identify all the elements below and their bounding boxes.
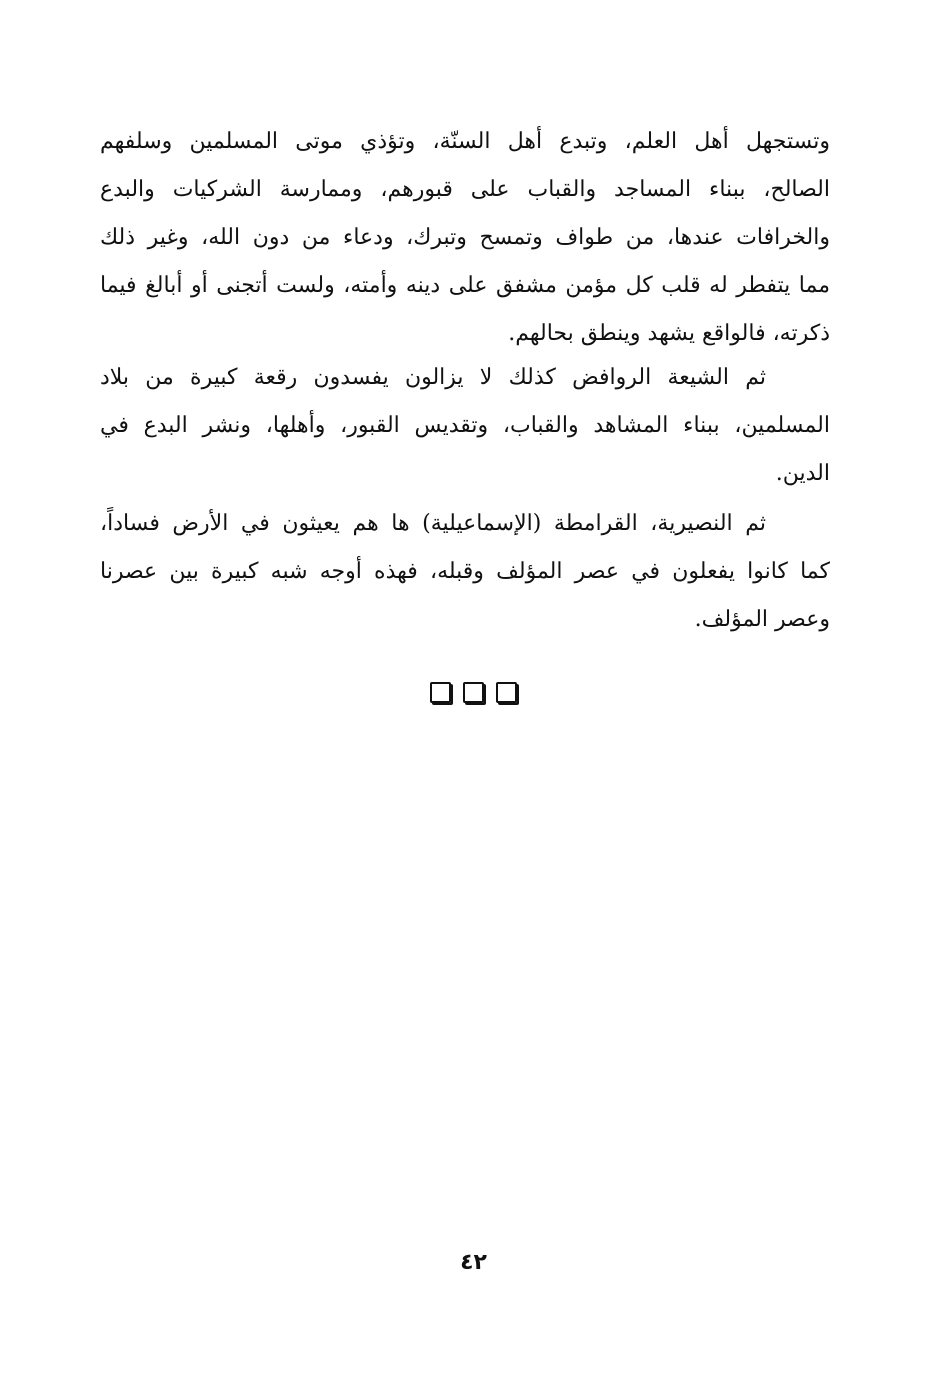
section-separator <box>0 682 947 703</box>
square-ornament-icon <box>496 682 517 703</box>
paragraph-1 <box>100 118 830 358</box>
paragraph-2 <box>100 354 830 498</box>
paragraph-line: وتستجهل أهل العلم، وتبدع أهل السنّة، وتؤذي موتى المسلمين وسلفهم <box>100 129 830 154</box>
square-ornament-icon <box>430 682 451 703</box>
paragraph-3 <box>100 500 830 644</box>
paragraph-line: ثم النصيرية، القرامطة (الإسماعيلية) ها هم يعيثون في الأرض فساداً، <box>100 511 766 536</box>
paragraph-line: والخرافات عندها، من طواف وتمسح وتبرك، ودعاء من دون الله، وغير ذلك <box>100 225 830 250</box>
paragraph-line: المسلمين، ببناء المشاهد والقباب، وتقديس القبور، وأهلها، ونشر البدع في <box>100 413 830 438</box>
paragraph-line: مما يتفطر له قلب كل مؤمن مشفق على دينه وأمته، ولست أتجنى أو أبالغ فيما <box>100 273 830 298</box>
square-ornament-icon <box>463 682 484 703</box>
paragraph-line: كما كانوا يفعلون في عصر المؤلف وقبله، فهذه أوجه شبه كبيرة بين عصرنا <box>100 559 830 584</box>
paragraph-line: وعصر المؤلف. <box>694 607 830 632</box>
paragraph-line: الصالح، ببناء المساجد والقباب على قبورهم، وممارسة الشركيات والبدع <box>100 177 830 202</box>
paragraph-line: ثم الشيعة الروافض كذلك لا يزالون يفسدون رقعة كبيرة من بلاد <box>100 365 766 390</box>
paragraph-line: الدين. <box>775 461 830 486</box>
page-number: ٤٢ <box>460 1250 487 1275</box>
paragraph-line: ذكرته، فالواقع يشهد وينطق بحالهم. <box>508 321 830 346</box>
